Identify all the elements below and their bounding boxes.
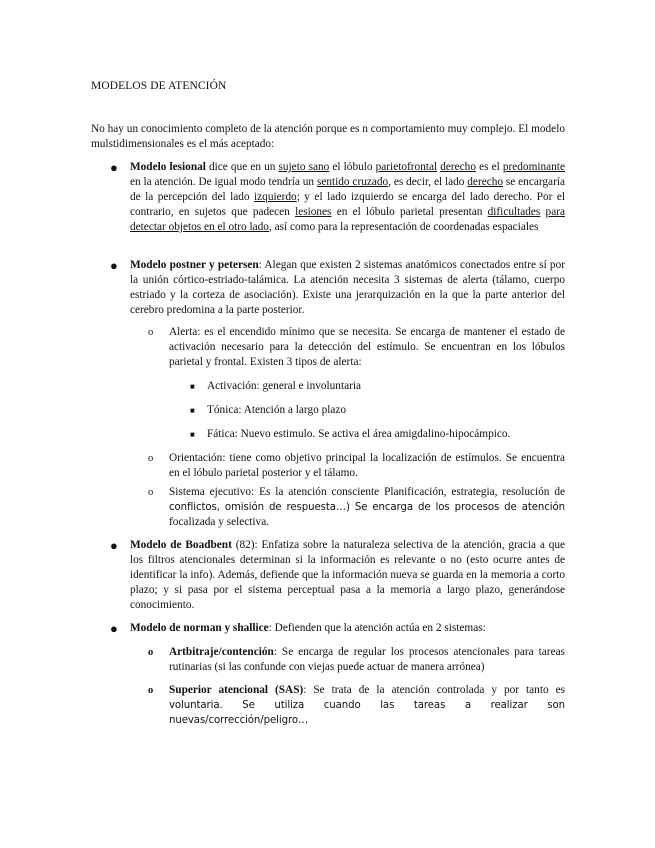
bullet-icon: ●	[110, 621, 118, 636]
sub-sub-item-tonica: ■ Tónica: Atención a largo plazo	[190, 404, 347, 416]
circle-bullet-icon: o	[148, 647, 154, 658]
underlined-term: lesiones	[295, 206, 332, 218]
underlined-term: derecho	[440, 161, 476, 173]
item-heading: Modelo lesional	[130, 161, 206, 173]
underlined-term: izquierdo	[254, 191, 297, 203]
item-heading: Modelo de Boadbent	[130, 539, 232, 551]
square-bullet-icon: ■	[190, 406, 195, 415]
underlined-term: sujeto sano	[278, 161, 330, 173]
underlined-term: dificultades	[487, 206, 541, 218]
sub-item-orientacion: o Orientación: tiene como objetivo principal la localización de estímulos. Se encuentra en el lóbulo parietal posterior y el tálamo.	[148, 452, 565, 479]
underlined-term: parietofrontal	[375, 161, 438, 173]
sub-item-arbitraje: o Artbitraje/contención: Se encarga de regular los procesos atencionales para tareas rutinarias (si las confunde con viejas puede actuar de manera arrónea)	[148, 646, 565, 673]
bullet-icon: ●	[110, 538, 118, 553]
intro-paragraph: No hay un conocimiento completo de la atención porque es n comportamiento muy complejo. El modelo mulstidimensionales es el más aceptado:	[91, 123, 565, 150]
item-heading: Artbitraje/contención	[169, 646, 274, 658]
square-bullet-icon: ■	[190, 382, 195, 391]
list-item-broadbent: ● Modelo de Boadbent (82): Enfatiza sobre la naturaleza selectiva de la atención, gracia a que los filtros atencionales determinan si la información es relevante o no (esto ocurre antes de identificar la info). Además, defiende que la información nueva se guarda en la memoria a corto plazo; y si pasa por el sistema perceptual pasa a la memoria a largo plazo, generándose conocimiento.	[110, 538, 566, 611]
circle-bullet-icon: o	[148, 453, 154, 464]
underlined-term: derecho	[467, 176, 504, 188]
square-bullet-icon: ■	[190, 430, 195, 439]
item-heading: Modelo postner y petersen	[130, 259, 259, 271]
underlined-term: predominante	[502, 161, 565, 173]
underlined-term: para detectar objetos en el otro lado	[130, 206, 565, 233]
sub-item-ejecutivo: o Sistema ejecutivo: Es la atención consciente Planificación, estrategia, resolución de conflictos, omisión de respuesta…) Se encarga de los procesos de atención focalizada y selectiva.	[148, 486, 565, 528]
underlined-term: sentido cruzado	[316, 176, 389, 188]
item-heading: Superior atencional (SAS)	[169, 684, 304, 696]
list-item-lesional: ● Modelo lesional dice que en un sujeto sano el lóbulo parietofrontal derecho es el predominante en la atención. De igual modo tendría un sentido cruzado, es decir, el lado derecho se encargaría de la percepción del lado izquierdo; y el lado izquierdo se encarga del lado derecho. Por el contrario, en sujetos que padecen lesiones en el lóbulo parietal presentan dificultades para detectar objetos en el otro lado, así como para la representación de coordenadas espaciales	[110, 160, 565, 233]
sub-sub-item-fatica: ■ Fática: Nuevo estimulo. Se activa el área amigdalino-hipocámpico.	[190, 428, 511, 440]
item-heading: Modelo de norman y shallice	[130, 622, 269, 634]
sub-item-sas: o Superior atencional (SAS): Se trata de la atención controlada y por tanto es voluntaria. Se utiliza cuando las tareas a realizar son nuevas/corrección/peligro…	[148, 684, 565, 726]
circle-bullet-icon: o	[148, 685, 154, 696]
bullet-icon: ●	[110, 160, 118, 175]
circle-bullet-icon: o	[148, 487, 154, 498]
document-title: MODELOS DE ATENCIÓN	[91, 80, 227, 92]
bullet-icon: ●	[110, 258, 118, 273]
sub-sub-item-activacion: ■ Activación: general e involuntaria	[190, 380, 362, 392]
circle-bullet-icon: o	[148, 327, 154, 338]
list-item-posner: ● Modelo postner y petersen: Alegan que existen 2 sistemas anatómicos conectados entre sí por la unión córtico-estriado-talámica. La atención necesita 3 sistemas de alerta (tálamo, cuerpo estriado y la corteza de asociación). Existe una jerarquización en la que la parte anterior del cerebro predomina a la parte posterior.	[110, 258, 565, 316]
sub-item-alerta: o Alerta: es el encendido mínimo que se necesita. Se encarga de mantener el estado de activación necesario para la detección del estímulo. Se encuentran en los lóbulos parietal y frontal. Existen 3 tipos de alerta:	[148, 326, 565, 368]
list-item-norman: ● Modelo de norman y shallice: Defienden que la atención actúa en 2 sistemas:	[110, 621, 486, 636]
